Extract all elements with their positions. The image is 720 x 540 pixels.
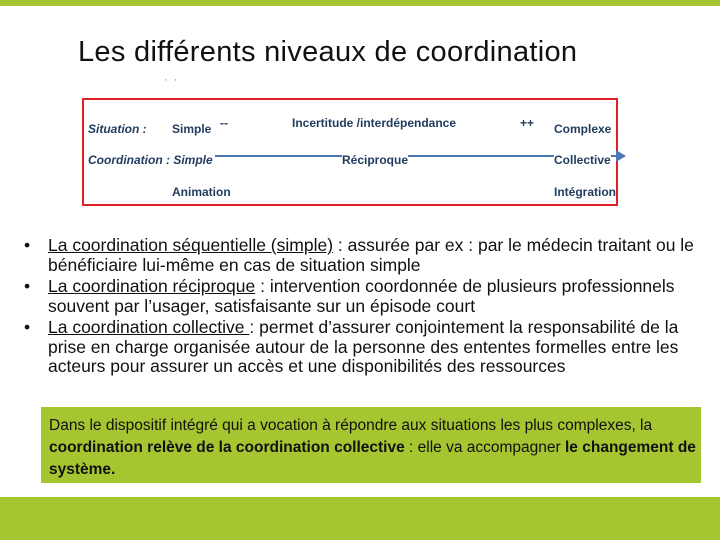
bullet-text: : intervention coordonnée de plusieurs professionnels souvent par l’usager, satisfaisante sur un épisode court	[48, 276, 675, 316]
situation-complexe: Complexe	[554, 122, 612, 136]
bottom-accent-bar	[0, 497, 720, 540]
bullet-item	[24, 236, 704, 275]
coordination-bullet-list	[24, 236, 704, 379]
uncertainty-label: Incertitude /interdépendance	[292, 116, 457, 130]
continuum-arrow-head	[616, 150, 626, 162]
situation-simple: Simple	[172, 122, 212, 136]
bullet-term: La coordination réciproque	[48, 276, 256, 296]
bullet-marker: •	[24, 235, 31, 255]
callout-text-1: Dans le dispositif intégré qui a vocation à répondre aux situations les plus complexes, la	[49, 417, 653, 434]
callout-bold-1: coordination relève de la coordination collective	[49, 439, 405, 456]
minus-sign: --	[220, 116, 228, 130]
bullet-marker: •	[24, 317, 31, 337]
highlight-callout	[41, 407, 701, 483]
bullet-marker: •	[24, 276, 31, 296]
page-title: Les différents niveaux de coordination	[78, 36, 578, 68]
bullet-item	[24, 277, 704, 316]
situation-label: Situation :	[88, 122, 147, 136]
plus-sign: ++	[520, 116, 535, 130]
bullet-item	[24, 318, 704, 377]
coordination-reciproque: Réciproque	[342, 153, 409, 167]
decorative-dots: ··	[164, 74, 184, 86]
coordination-collective: Collective	[554, 153, 611, 167]
coordination-label: Coordination : Simple	[88, 153, 213, 167]
bullet-text: : permet d’assurer conjointement la responsabilité de la prise en charge organisée autour de la personne des ententes formelles entre les acteurs pour assurer un accès et une disponibilités des ressources	[48, 317, 679, 376]
top-accent-bar	[0, 0, 720, 6]
callout-bold-2: le changement de système.	[49, 439, 696, 478]
animation-label: Animation	[172, 185, 231, 199]
bullet-term: La coordination collective	[48, 317, 250, 337]
bullet-term: La coordination séquentielle (simple)	[48, 235, 334, 255]
bullet-text: : assurée par ex : par le médecin traitant ou le bénéficiaire lui-même en cas de situation simple	[48, 235, 694, 275]
coordination-diagram	[82, 98, 618, 206]
callout-text-2: : elle va accompagner	[404, 439, 565, 456]
integration-label: Intégration	[554, 185, 616, 199]
